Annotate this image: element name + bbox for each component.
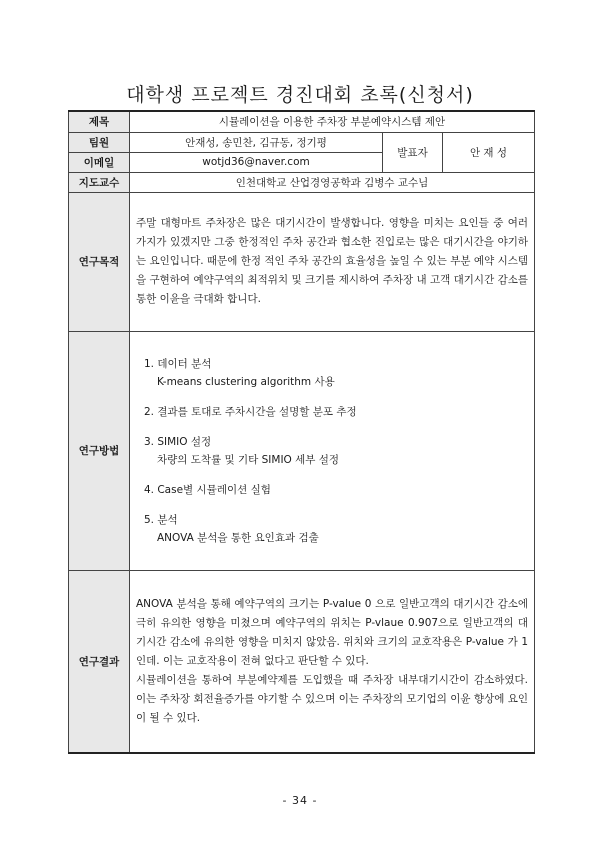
advisor-value: 인천대학교 산업경영공학과 김병수 교수님	[130, 172, 535, 192]
method-detail: ANOVA 분석을 통한 요인효과 검출	[157, 531, 319, 544]
purpose-label: 연구목적	[69, 192, 130, 331]
method-item-2	[144, 403, 528, 421]
purpose-text: 주말 대형마트 주차장은 많은 대기시간이 발생합니다. 영향을 미치는 요인들 중 여러 가지가 있겠지만 그중 한정적인 주차 공간과 협소한 진입로는 많은 대기시간을 야기하는 요인입니다. 때문에 한정 적인 주차 공간의 효율성을 높일 수 있는 부분 예약 시스템을 구현하여 예약구역의 최적위치 및 크기를 제시하여 주차장 내 고객 대기시간 감소를 통한 이윤을 극대화 합니다.	[136, 217, 529, 305]
method-item-1	[144, 355, 528, 391]
method-cell	[130, 331, 535, 570]
advisor-row	[69, 172, 535, 192]
result-cell	[130, 570, 535, 753]
subject-row	[69, 111, 535, 132]
method-heading: 2. 결과를 토대로 주차시간을 설명할 분포 추정	[144, 405, 357, 418]
method-heading: 5. 분석	[144, 513, 178, 526]
method-heading: 1. 데이터 분석	[144, 357, 212, 370]
method-list	[136, 355, 528, 547]
page-number: - 34 -	[282, 794, 318, 807]
method-heading: 4. Case별 시뮬레이션 실험	[144, 483, 271, 496]
method-item-3	[144, 433, 528, 469]
email-label: 이메일	[69, 152, 130, 172]
presenter-value: 안 재 성	[443, 132, 535, 172]
subject-value: 시뮬레이션을 이용한 주차장 부분예약시스템 제안	[130, 111, 535, 132]
method-item-4	[144, 481, 528, 499]
result-paragraph-1: ANOVA 분석을 통해 예약구역의 크기는 P-value 0 으로 일반고객의 대기시간 감소에 극히 유의한 영향을 미쳤으며 예약구역의 위치는 P-vlaue 0.907으로 일반고객의 대기시간 감소에 유의한 영향을 미치지 않았음. 위치와 크기의 교호작용은 P-value 가 1인데. 이는 교호작용이 전혀 없다고 판단할 수 있다.	[136, 597, 529, 667]
method-heading: 3. SIMIO 설정	[144, 435, 212, 448]
method-item-5	[144, 511, 528, 547]
result-row	[69, 570, 535, 753]
email-value: wotjd36@naver.com	[130, 152, 383, 172]
method-detail: K-means clustering algorithm 사용	[157, 375, 335, 388]
team-label: 팀원	[69, 132, 130, 152]
advisor-label: 지도교수	[69, 172, 130, 192]
document-title: 대학생 프로젝트 경진대회 초록(신청서)	[126, 84, 474, 106]
team-value: 안재성, 송민찬, 김규동, 정기평	[130, 132, 383, 152]
purpose-row	[69, 192, 535, 331]
method-row	[69, 331, 535, 570]
abstract-form-table	[68, 110, 535, 754]
presenter-label: 발표자	[383, 132, 443, 172]
method-label: 연구방법	[69, 331, 130, 570]
team-row	[69, 132, 535, 152]
result-label: 연구결과	[69, 570, 130, 753]
result-paragraph-2: 시뮬레이션을 통하여 부분예약제를 도입했을 때 주차장 내부대기시간이 감소하였다. 이는 주차장 회전율증가를 야기할 수 있으며 이는 주차장의 모기업의 이윤 향상에 요인이 될 수 있다.	[136, 673, 529, 724]
purpose-cell	[130, 192, 535, 331]
method-detail: 차량의 도착률 및 기타 SIMIO 세부 설정	[157, 453, 340, 466]
subject-label: 제목	[69, 111, 130, 132]
